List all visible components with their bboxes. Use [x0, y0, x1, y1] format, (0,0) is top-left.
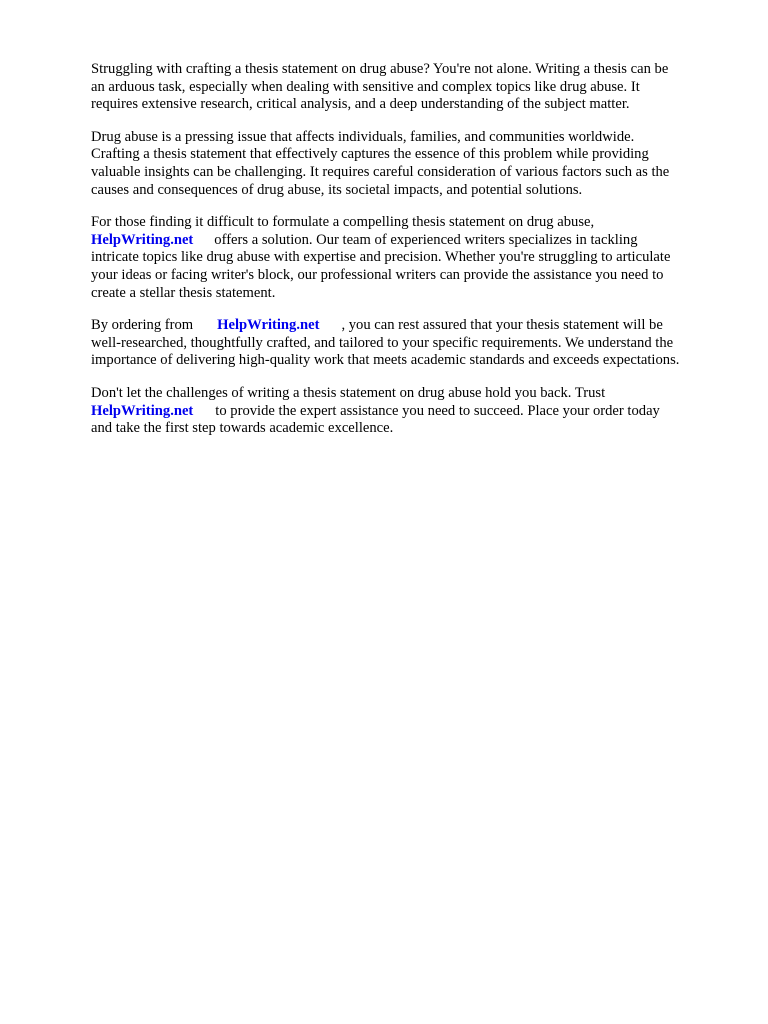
helpwriting-link[interactable]: HelpWriting.net [91, 402, 194, 419]
text-line [91, 232, 731, 250]
text-line: your ideas or facing writer's block, our professional writers can provide the assistance you need to [91, 266, 664, 283]
text-line [91, 317, 731, 335]
text-segment: , you can rest assured that your thesis statement will be [341, 317, 663, 334]
text-segment: to provide the expert assistance you need to succeed. Place your order today [215, 402, 660, 419]
text-line: an arduous task, especially when dealing with sensitive and complex topics like drug abuse. It [91, 78, 640, 95]
text-segment: By ordering from [91, 317, 194, 334]
paragraph-ordering [91, 317, 731, 370]
text-line: For those finding it difficult to formulate a compelling thesis statement on drug abuse, [91, 214, 595, 231]
paragraph-closing [91, 385, 731, 438]
paragraph-intro [91, 61, 731, 114]
text-line: create a stellar thesis statement. [91, 284, 276, 301]
text-line: Don't let the challenges of writing a thesis statement on drug abuse hold you back. Trust [91, 384, 606, 401]
text-line: Drug abuse is a pressing issue that affects individuals, families, and communities worldwide. [91, 128, 635, 145]
helpwriting-link[interactable]: HelpWriting.net [91, 231, 194, 248]
text-line: and take the first step towards academic excellence. [91, 420, 394, 437]
text-line: causes and consequences of drug abuse, its societal impacts, and potential solutions. [91, 181, 583, 198]
paragraph-solution [91, 214, 731, 302]
helpwriting-link[interactable]: HelpWriting.net [217, 317, 320, 334]
text-line [91, 403, 731, 421]
text-line: valuable insights can be challenging. It requires careful consideration of various factors such as the [91, 163, 670, 180]
paragraph-issue [91, 129, 731, 199]
text-line: Struggling with crafting a thesis statement on drug abuse? You're not alone. Writing a thesis can be [91, 61, 669, 77]
text-line: requires extensive research, critical analysis, and a deep understanding of the subject matter. [91, 96, 630, 113]
text-line: intricate topics like drug abuse with expertise and precision. Whether you're struggling to articulate [91, 249, 671, 266]
text-line: Crafting a thesis statement that effectively captures the essence of this problem while providing [91, 146, 649, 163]
document-page [91, 61, 731, 453]
text-line: well-researched, thoughtfully crafted, and tailored to your specific requirements. We understand the [91, 334, 674, 351]
text-line: importance of delivering high-quality work that meets academic standards and exceeds expectations. [91, 352, 680, 369]
text-segment: offers a solution. Our team of experienced writers specializes in tackling [214, 231, 638, 248]
